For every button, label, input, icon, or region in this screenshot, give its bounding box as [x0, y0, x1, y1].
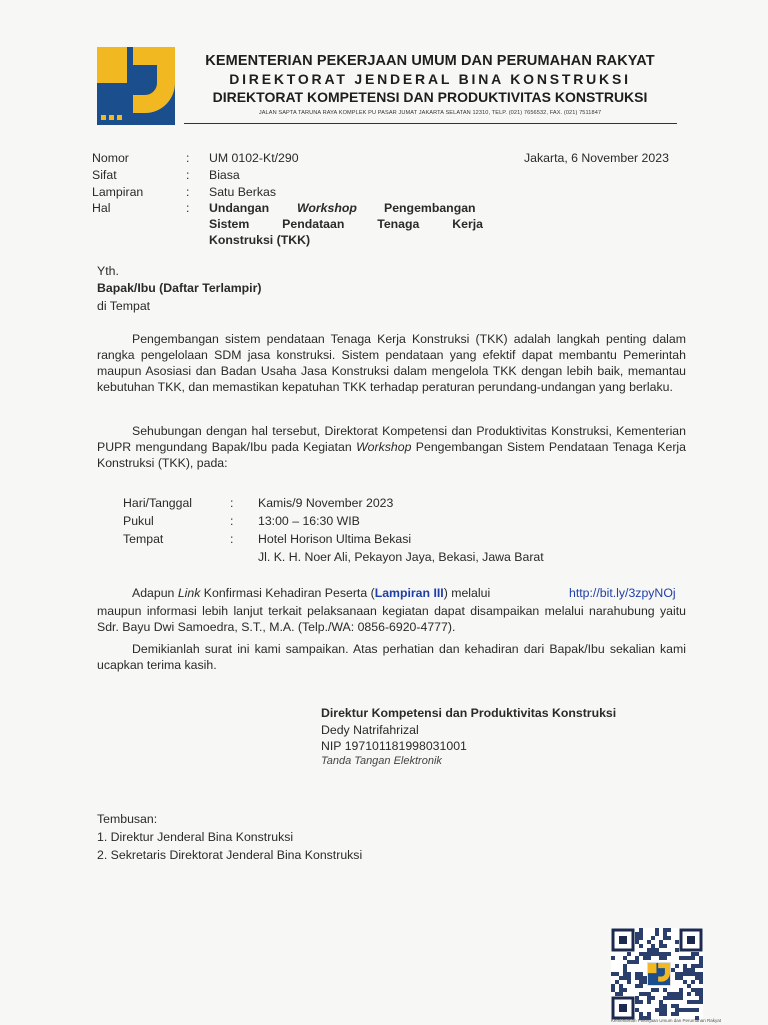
qr-module	[643, 952, 647, 956]
qr-module	[635, 932, 639, 936]
qr-module	[655, 988, 659, 992]
qr-module	[659, 1012, 663, 1016]
qr-module	[675, 996, 679, 1000]
qr-module	[667, 992, 671, 996]
qr-module	[627, 960, 631, 964]
qr-module	[675, 972, 679, 976]
qr-module	[615, 972, 619, 976]
qr-module	[699, 960, 703, 964]
qr-module	[699, 988, 703, 992]
qr-module	[671, 992, 675, 996]
qr-module	[671, 996, 675, 1000]
qr-module	[679, 956, 683, 960]
qr-module	[639, 928, 643, 932]
qr-module	[639, 972, 643, 976]
event-time-label: Pukul	[123, 514, 154, 528]
qr-module	[651, 952, 655, 956]
signature-title: Direktur Kompetensi dan Produktivitas Konstruksi	[321, 706, 617, 720]
qr-module	[639, 1012, 643, 1016]
qr-module	[699, 1000, 703, 1004]
qr-module	[627, 980, 631, 984]
nomor-value: UM 0102-Kt/290	[209, 151, 299, 165]
letterhead-divider	[184, 123, 677, 124]
qr-module	[675, 1008, 679, 1012]
workshop-word: Workshop	[356, 440, 412, 454]
hal-line3: Konstruksi (TKK)	[209, 233, 311, 247]
qr-module	[635, 972, 639, 976]
qr-module	[667, 996, 671, 1000]
nomor-colon: :	[186, 151, 190, 165]
directorate-general-name: DIREKTORAT JENDERAL BINA KONSTRUKSI	[229, 71, 631, 87]
qr-module	[683, 980, 687, 984]
body-paragraph-3-rest: maupun informasi lebih lanjut terkait pelaksanaan kegiatan dapat disampaikan melalui narahubung yaitu Sdr. Bayu Dwi Samoedra, S.T., M.A. (Telp./WA: 0856-6920-4777).	[97, 604, 686, 634]
qr-module	[647, 940, 651, 944]
qr-module	[643, 956, 647, 960]
event-time-colon: :	[230, 514, 234, 528]
qr-module	[655, 928, 659, 932]
qr-module	[639, 1000, 643, 1004]
body-paragraph-2: Sehubungan dengan hal tersebut, Direktorat Kompetensi dan Produktivitas Konstruksi, Kementerian PUPR mengundang Bapak/Ibu pada Kegiatan Workshop Pengembangan Sistem Pendataan Tenaga Kerja Konstruksi (TKK), pada:	[97, 424, 686, 470]
event-place-colon: :	[230, 532, 234, 546]
qr-module	[683, 968, 687, 972]
qr-module	[695, 952, 699, 956]
lampiran-iii-ref: Lampiran III	[374, 586, 444, 600]
qr-module	[655, 952, 659, 956]
qr-module	[667, 952, 671, 956]
sifat-colon: :	[186, 168, 190, 182]
qr-module	[663, 936, 667, 940]
hal-line1-c: Pengembangan	[384, 201, 476, 215]
event-time-value: 13:00 – 16:30 WIB	[258, 514, 360, 528]
qr-module	[687, 972, 691, 976]
hal-line2: Sistem Pendataan Tenaga Kerja	[209, 217, 483, 231]
qr-module	[639, 992, 643, 996]
hal-label: Hal	[92, 201, 111, 215]
qr-module	[663, 952, 667, 956]
qr-module	[647, 948, 651, 952]
qr-module	[635, 1008, 639, 1012]
qr-module	[643, 992, 647, 996]
lampiran-label: Lampiran	[92, 185, 144, 199]
qr-module	[695, 976, 699, 980]
qr-module	[655, 932, 659, 936]
qr-module	[663, 988, 667, 992]
qr-module	[659, 1004, 663, 1008]
qr-module	[623, 964, 627, 968]
letterhead	[184, 52, 676, 118]
qr-module	[675, 976, 679, 980]
qr-module	[655, 1008, 659, 1012]
event-address: Jl. K. H. Noer Ali, Pekayon Jaya, Bekasi, Jawa Barat	[258, 550, 544, 564]
ministry-name: KEMENTERIAN PEKERJAAN UMUM DAN PERUMAHAN RAKYAT	[205, 53, 655, 69]
confirmation-link[interactable]: http://bit.ly/3zpyNOj	[569, 586, 676, 600]
qr-module	[663, 1012, 667, 1016]
qr-module	[623, 972, 627, 976]
qr-module	[659, 940, 663, 944]
qr-module	[699, 964, 703, 968]
qr-module	[611, 984, 615, 988]
qr-module	[623, 976, 627, 980]
qr-module	[639, 976, 643, 980]
qr-module	[615, 980, 619, 984]
qr-module	[675, 940, 679, 944]
qr-module	[691, 968, 695, 972]
qr-module	[687, 1008, 691, 1012]
qr-module	[659, 1008, 663, 1012]
qr-module	[627, 972, 631, 976]
qr-module	[647, 956, 651, 960]
qr-module	[623, 988, 627, 992]
qr-module	[675, 992, 679, 996]
qr-module	[691, 964, 695, 968]
qr-module	[699, 996, 703, 1000]
cc-item-2: 2. Sekretaris Direktorat Jenderal Bina Konstruksi	[97, 848, 363, 862]
hal-colon: :	[186, 201, 190, 215]
qr-module	[647, 992, 651, 996]
letterhead-address: JALAN SAPTA TARUNA RAYA KOMPLEK PU PASAR JUMAT JAKARTA SELATAN 12310, TELP. (021) 7656532, FAX. (021) 7511847	[258, 110, 602, 116]
qr-module	[679, 972, 683, 976]
qr-module	[635, 1000, 639, 1004]
qr-module	[639, 952, 643, 956]
event-place-value: Hotel Horison Ultima Bekasi	[258, 532, 412, 546]
qr-module	[647, 952, 651, 956]
qr-module	[651, 948, 655, 952]
qr-module	[655, 948, 659, 952]
qr-module	[659, 1000, 663, 1004]
nomor-label: Nomor	[92, 151, 129, 165]
qr-module	[639, 936, 643, 940]
qr-module	[639, 984, 643, 988]
qr-module	[667, 936, 671, 940]
qr-module	[691, 956, 695, 960]
qr-module	[619, 976, 623, 980]
qr-module	[635, 976, 639, 980]
letter-date: Jakarta, 6 November 2023	[524, 151, 669, 165]
qr-module	[627, 976, 631, 980]
qr-module	[683, 956, 687, 960]
qr-module	[679, 988, 683, 992]
qr-module	[663, 956, 667, 960]
lampiran-colon: :	[186, 185, 190, 199]
body-paragraph-1: Pengembangan sistem pendataan Tenaga Kerja Konstruksi (TKK) adalah langkah penting dalam rangka pengelolaan SDM jasa konstruksi. Sistem pendataan yang efektif dapat membantu Pemerintah maupun Asosiasi dan Badan Usaha Jasa Konstruksi dalam mengelola TKK dengan lebih baik, memantau kebutuhan TKK, dan memastikan kepatuhan TKK terhadap peraturan perundang-undangan yang berlaku.	[97, 332, 686, 394]
qr-module	[651, 996, 655, 1000]
qr-caption: Kementerian Pekerjaan Umum dan Perumahan Rakyat	[611, 1018, 722, 1023]
qr-module	[659, 952, 663, 956]
qr-module	[671, 1004, 675, 1008]
qr-module	[663, 928, 667, 932]
qr-module	[651, 988, 655, 992]
sifat-label: Sifat	[92, 168, 117, 182]
hal-line1-a: Undangan	[209, 201, 270, 215]
qr-module	[679, 996, 683, 1000]
qr-module	[691, 952, 695, 956]
qr-module	[687, 956, 691, 960]
signature-note: Tanda Tangan Elektronik	[321, 755, 442, 767]
signature-name: Dedy Natrifahrizal	[321, 723, 419, 737]
qr-module	[663, 996, 667, 1000]
qr-module	[667, 928, 671, 932]
qr-module	[691, 988, 695, 992]
qr-module	[619, 984, 623, 988]
directorate-name: DIREKTORAT KOMPETENSI DAN PRODUKTIVITAS KONSTRUKSI	[212, 89, 648, 105]
qr-module	[691, 1000, 695, 1004]
qr-module	[635, 956, 639, 960]
qr-module	[687, 968, 691, 972]
qr-module	[691, 1008, 695, 1012]
qr-module	[687, 992, 691, 996]
qr-module	[671, 968, 675, 972]
qr-module	[619, 992, 623, 996]
qr-module	[611, 956, 615, 960]
qr-module	[647, 1000, 651, 1004]
signature-nip: NIP 197101181998031001	[321, 739, 467, 753]
cc-label: Tembusan:	[97, 812, 158, 826]
qr-module	[647, 1012, 651, 1016]
cc-item-1: 1. Direktur Jenderal Bina Konstruksi	[97, 830, 294, 844]
qr-module	[663, 1004, 667, 1008]
qr-center-logo-icon	[647, 962, 671, 986]
qr-module	[679, 992, 683, 996]
qr-module	[695, 972, 699, 976]
qr-module	[663, 1008, 667, 1012]
qr-module	[663, 932, 667, 936]
qr-module	[635, 996, 639, 1000]
qr-module	[679, 1008, 683, 1012]
event-day-value: Kamis/9 November 2023	[258, 496, 394, 510]
qr-module	[663, 944, 667, 948]
qr-module	[695, 992, 699, 996]
sifat-value: Biasa	[209, 168, 240, 182]
qr-module	[615, 992, 619, 996]
qr-module	[699, 976, 703, 980]
qr-module	[623, 968, 627, 972]
qr-module	[695, 964, 699, 968]
qr-module	[627, 952, 631, 956]
qr-module	[639, 944, 643, 948]
qr-module	[651, 936, 655, 940]
qr-module	[699, 956, 703, 960]
qr-module	[635, 960, 639, 964]
qr-module	[635, 936, 639, 940]
qr-module	[675, 964, 679, 968]
qr-module	[687, 984, 691, 988]
qr-module	[699, 980, 703, 984]
lampiran-value: Satu Berkas	[209, 185, 276, 199]
pupr-logo-icon	[97, 47, 175, 125]
qr-module	[611, 988, 615, 992]
recipient-name: Bapak/Ibu (Daftar Terlampir)	[97, 281, 262, 295]
qr-module	[683, 1008, 687, 1012]
qr-module	[699, 992, 703, 996]
body-paragraph-3-line1: Adapun Link Konfirmasi Kehadiran Peserta (Lampiran III) melalui	[132, 586, 491, 600]
hal-line1-workshop: Workshop	[297, 201, 357, 215]
recipient-yth: Yth.	[97, 264, 119, 278]
qr-module	[659, 956, 663, 960]
qr-module	[691, 972, 695, 976]
qr-module	[651, 944, 655, 948]
qr-module	[699, 972, 703, 976]
qr-module	[623, 956, 627, 960]
qr-module	[635, 940, 639, 944]
qr-module	[675, 948, 679, 952]
qr-module	[635, 984, 639, 988]
event-day-label: Hari/Tanggal	[123, 496, 193, 510]
qr-module	[695, 1008, 699, 1012]
qr-module	[695, 988, 699, 992]
qr-module	[639, 932, 643, 936]
qr-module	[675, 1012, 679, 1016]
qr-module	[687, 1000, 691, 1004]
event-day-colon: :	[230, 496, 234, 510]
qr-module	[619, 988, 623, 992]
qr-module	[631, 960, 635, 964]
qr-module	[639, 980, 643, 984]
qr-module	[611, 972, 615, 976]
qr-code-icon	[611, 928, 703, 1020]
qr-module	[691, 980, 695, 984]
qr-module	[679, 976, 683, 980]
qr-module	[695, 1000, 699, 1004]
recipient-place: di Tempat	[97, 299, 151, 313]
qr-module	[683, 964, 687, 968]
body-paragraph-4: Demikianlah surat ini kami sampaikan. Atas perhatian dan kehadiran dari Bapak/Ibu sekalian kami ucapkan terima kasih.	[97, 642, 686, 672]
qr-module	[647, 996, 651, 1000]
qr-module	[675, 1004, 679, 1008]
qr-module	[659, 944, 663, 948]
qr-module	[683, 972, 687, 976]
event-place-label: Tempat	[123, 532, 164, 546]
qr-module	[671, 1012, 675, 1016]
